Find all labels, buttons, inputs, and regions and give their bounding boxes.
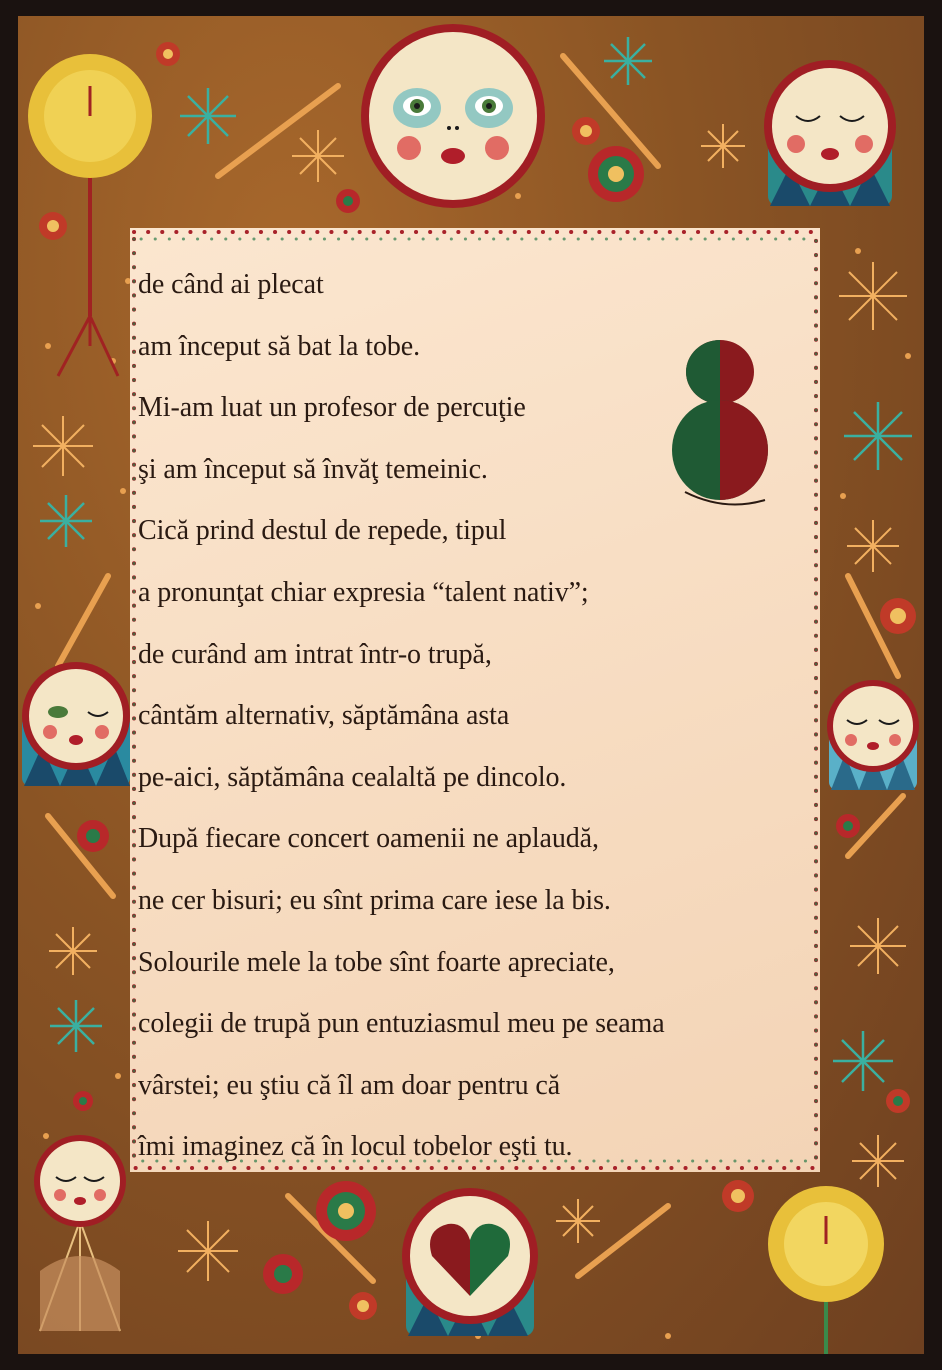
poem-line: şi am început să învăţ temeinic. — [138, 453, 488, 485]
page-number-illustration — [665, 332, 775, 512]
heart-drum-icon — [402, 1188, 538, 1336]
poem-line: îmi imaginez că în locul tobelor eşti tu. — [138, 1131, 573, 1163]
poem-line: Mi-am luat un profesor de percuţie — [138, 392, 526, 424]
poem-text — [138, 254, 665, 1178]
cymbal-icon — [768, 1186, 884, 1354]
poem-line: a pronunţat chiar expresia “talent nativ”; — [138, 576, 589, 608]
poem-line: colegii de trupă pun entuziasmul meu pe seama — [138, 1008, 665, 1040]
poem-line: am început să bat la tobe. — [138, 330, 420, 362]
poem-line: vârstei; eu ştiu că îl am doar pentru că — [138, 1069, 561, 1101]
poem-line: Solourile mele la tobe sînt foarte apreciate, — [138, 946, 615, 978]
poem-line: cântăm alternativ, săptămâna asta — [138, 700, 510, 732]
moon-face-icon — [361, 24, 545, 208]
poem-line: de curând am intrat într-o trupă, — [138, 638, 492, 670]
drum-face-icon — [764, 60, 896, 206]
poem-line: ne cer bisuri; eu sînt prima care iese la bis. — [138, 884, 611, 916]
poem-line: de când ai plecat — [138, 269, 324, 300]
poem-line: Cică prind destul de repede, tipul — [138, 515, 507, 547]
drum-face-icon — [827, 680, 919, 790]
drum-face-icon — [22, 662, 130, 786]
poem-line: După fiecare concert oamenii ne aplaudă, — [138, 823, 599, 855]
poem-line: pe-aici, săptămâna cealaltă pe dincolo. — [138, 761, 567, 793]
drum-face-icon — [34, 1135, 126, 1331]
illustrated-page — [18, 16, 924, 1354]
poem-panel — [130, 228, 820, 1172]
